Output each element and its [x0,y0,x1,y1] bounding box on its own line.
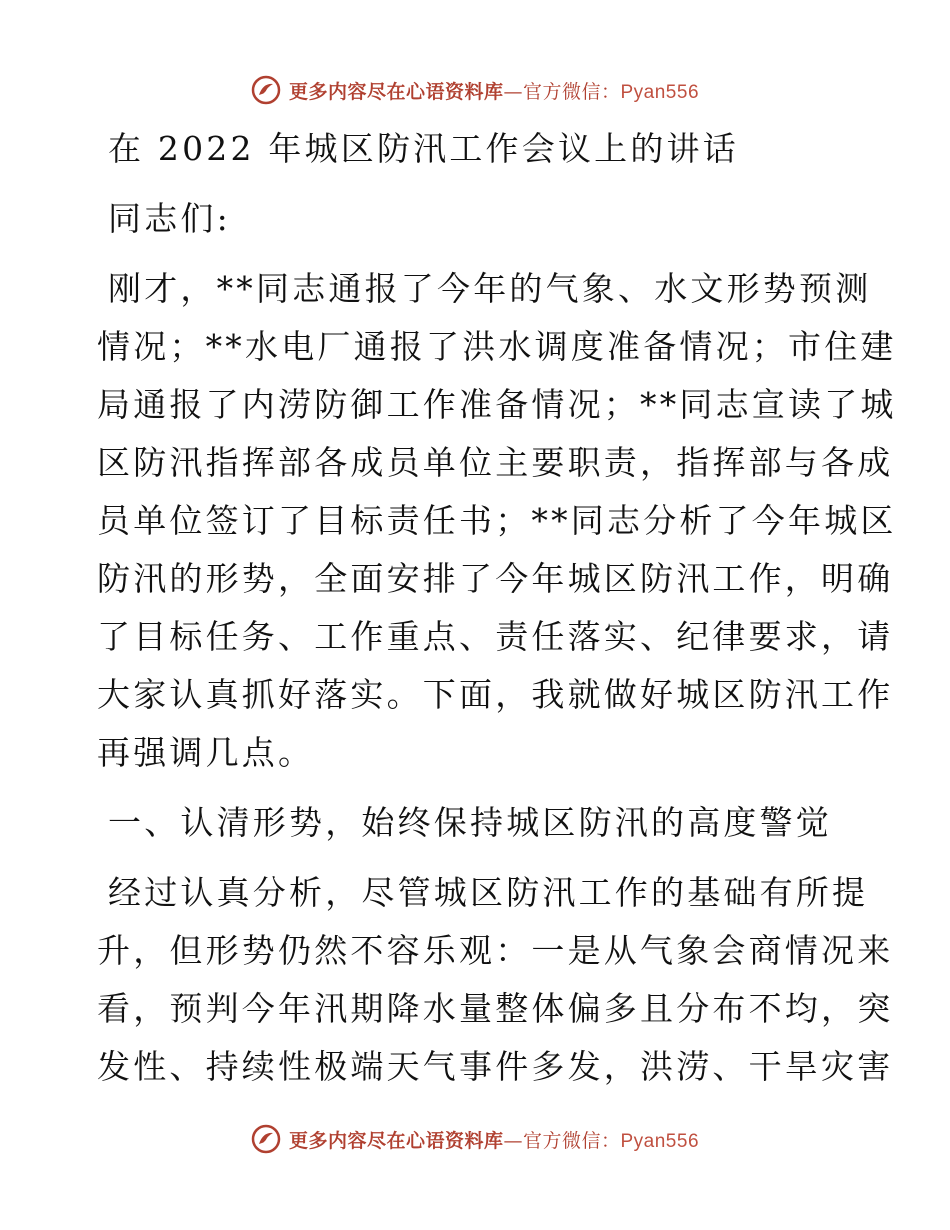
watermark-main: 更多内容尽在心语资料库 [288,1129,504,1152]
watermark-id: Pyan556 [620,1130,700,1152]
paragraph-line: 刚才，**同志通报了今年的气象、水文形势预测 [108,269,872,308]
brand-logo-icon [251,1124,281,1154]
watermark-text [289,77,699,104]
paragraph-line: 区防汛指挥部各成员单位主要职责，指挥部与各成 [97,443,894,482]
watermark-header [0,70,950,110]
paragraph-line: 大家认真抓好落实。下面，我就做好城区防汛工作 [97,675,894,714]
watermark-sub: 官方微信： [522,80,621,103]
paragraph-line: 升，但形势仍然不容乐观：一是从气象会商情况来 [97,931,894,970]
watermark-main: 更多内容尽在心语资料库 [288,80,504,103]
document-page [97,120,897,1096]
paragraph-line: 情况；**水电厂通报了洪水调度准备情况；市住建 [97,327,897,366]
paragraph-line: 发性、持续性极端天气事件多发，洪涝、干旱灾害 [97,1047,894,1086]
watermark-text [289,1126,699,1153]
watermark-id: Pyan556 [620,81,700,103]
paragraph-line: 看，预判今年汛期降水量整体偏多且分布不均，突 [97,989,894,1028]
watermark-sub: 官方微信： [522,1129,621,1152]
document-title: 在 2022 年城区防汛工作会议上的讲话 [108,129,739,168]
watermark-dash: — [503,1129,523,1152]
paragraph-line: 再强调几点。 [97,733,315,772]
watermark-dash: — [503,80,523,103]
brand-logo-icon [251,75,281,105]
paragraph-line: 防汛的形势，全面安排了今年城区防汛工作，明确 [97,559,894,598]
watermark-footer [0,1119,950,1159]
paragraph-line: 局通报了内涝防御工作准备情况；**同志宣读了城 [97,385,897,424]
paragraph-line: 员单位签订了目标责任书；**同志分析了今年城区 [97,501,897,540]
section-heading-1: 一、认清形势，始终保持城区防汛的高度警觉 [108,803,832,842]
paragraph-2 [97,864,894,1096]
paragraph-line: 了目标任务、工作重点、责任落实、纪律要求，请 [97,617,894,656]
paragraph-line: 经过认真分析，尽管城区防汛工作的基础有所提 [108,873,869,912]
greeting: 同志们: [108,199,231,238]
paragraph-1 [97,260,897,782]
